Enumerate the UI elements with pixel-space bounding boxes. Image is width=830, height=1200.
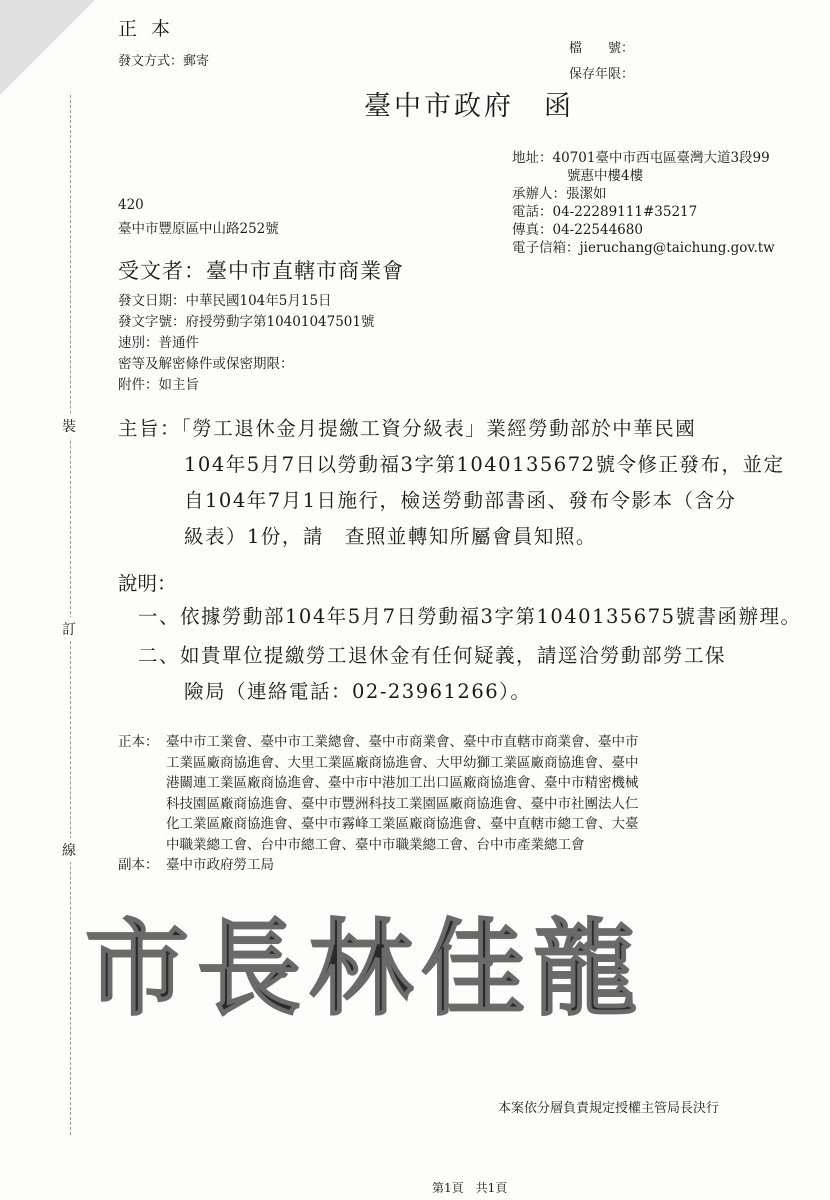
subject-line-1: 主旨：「勞工退休金月提繳工資分級表」業經勞動部於中華民國 (118, 417, 697, 440)
original-recipients-line: 港關連工業區廠商協進會、臺中市中港加工出口區廠商協進會、臺中市精密機械 (166, 775, 639, 791)
copy-recipients-label: 副本： (118, 857, 159, 873)
distribution-list (118, 732, 798, 876)
copy-recipients: 臺中市政府勞工局 (166, 857, 274, 873)
document-type: 正本 (118, 18, 185, 40)
recipient-zip: 420 (118, 197, 144, 213)
explanation-item-2-cont: 險局（連絡電話：02-23961266）。 (184, 680, 532, 703)
confidentiality: 密等及解密條件或保密期限： (118, 356, 294, 372)
original-recipients-line: 科技園區廠商協進會、臺中市豐洲科技工業園區廠商協進會、臺中市社團法人仁 (166, 795, 639, 812)
original-recipients-line: 中職業總工會、台中市總工會、臺中市職業總工會、台中市產業總工會 (166, 836, 585, 853)
explanation-heading: 說明： (118, 572, 177, 595)
phone: 電話：04-22289111#35217 (512, 204, 698, 220)
original-recipients-line: 臺中市工業會、臺中市工業總會、臺中市商業會、臺中市直轄市商業會、臺中市 (166, 734, 639, 750)
recipient: 受文者：臺中市直轄市商業會 (118, 259, 404, 283)
original-recipients-line: 化工業區廠商協進會、臺中市霧峰工業區廠商協進會、臺中直轄市總工會、大臺 (166, 816, 639, 832)
binding-line (70, 95, 71, 1135)
mayor-signature-stamp (85, 905, 685, 1025)
send-method: 發文方式：郵寄 (118, 54, 210, 69)
subject-line-4: 級表）1份，請 查照並轉知所屬會員知照。 (184, 525, 597, 548)
handler: 承辦人：張潔如 (512, 186, 607, 202)
original-recipients-label: 正本： (118, 734, 159, 750)
page-number: 第1頁 共1頁 (432, 1181, 508, 1195)
explanation-item-2: 二、如貴單位提繳勞工退休金有任何疑義，請逕洽勞動部勞工保 (138, 644, 727, 667)
signature-text: 市長林佳龍 (85, 907, 646, 1025)
retention-period: 保存年限： (569, 67, 635, 82)
binding-mark-ding: 訂 (62, 617, 76, 641)
email: 電子信箱：jieruchang@taichung.gov.tw (512, 240, 775, 256)
fax: 傳真：04-22544680 (512, 222, 643, 238)
sender-address-line1: 地址：40701臺中市西屯區臺灣大道3段99 (512, 150, 770, 166)
recipient-address: 臺中市豐原區中山路252號 (118, 221, 279, 237)
document-title: 臺中市政府 函 (364, 91, 574, 122)
attachment: 附件：如主旨 (118, 377, 199, 393)
urgency: 速別：普通件 (118, 335, 199, 351)
subject-line-3: 自104年7月1日施行，檢送勞動部書函、發布令影本（含分 (184, 489, 737, 512)
original-recipients-line: 工業區廠商協進會、大里工業區廠商協進會、大甲幼獅工業區廠商協進會、臺中 (166, 754, 639, 771)
explanation-item-1: 一、依據勞動部104年5月7日勞動福3字第1040135675號書函辦理。 (138, 605, 802, 628)
issue-date: 發文日期：中華民國104年5月15日 (118, 293, 332, 309)
delegation-note: 本案依分層負責規定授權主管局長決行 (498, 1101, 720, 1116)
binding-mark-xian: 線 (62, 838, 76, 862)
folded-corner (0, 0, 95, 95)
binding-mark-zhuang: 裝 (62, 414, 76, 438)
file-number: 檔 號： (569, 41, 635, 56)
sender-address-line2: 號惠中樓4樓 (567, 168, 644, 184)
subject-line-2: 104年5月7日以勞動福3字第1040135672號令修正發布，並定 (184, 453, 785, 476)
document-number: 發文字號：府授勞動字第10401047501號 (118, 314, 375, 330)
